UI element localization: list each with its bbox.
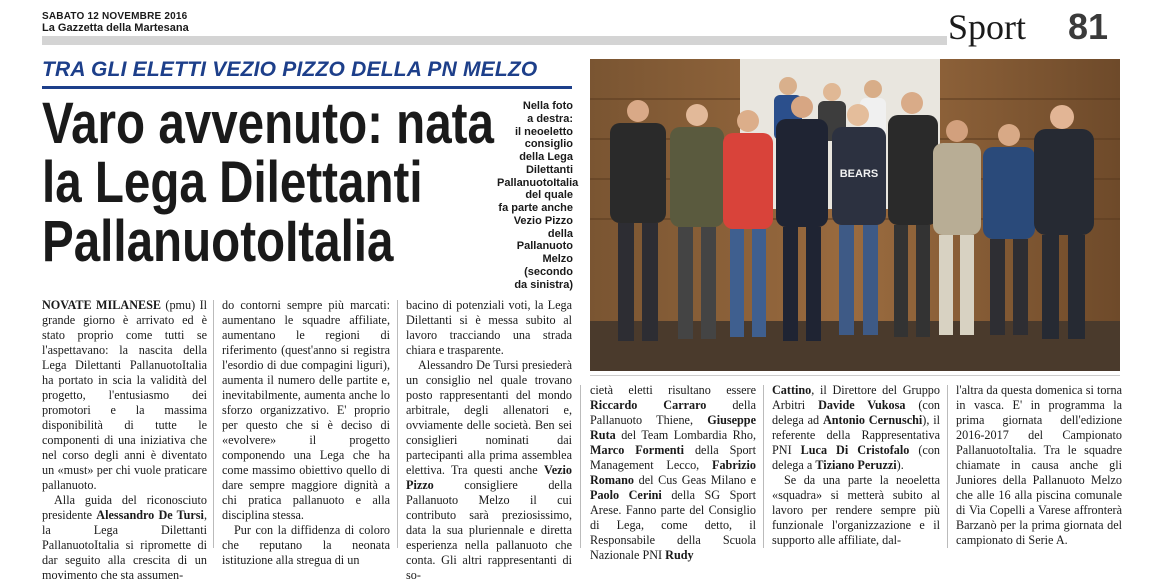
headline-line: Varo avvenuto: nata [42,91,494,156]
text: della Pallanuoto Thiene, [590,398,756,427]
photo-caption [497,100,579,291]
person-name: Antonio Cernuschi [822,413,923,427]
caption-line: PallanuotoItalia [497,176,579,189]
paragraph: Se da una parte la neoeletta «squadra» si metterà subito al lavoro per rendere sempre più funzionale l'organizzazione e il supporto alle affiliate, dal- [772,473,940,547]
caption-line: Melzo [542,253,573,265]
person-name: Luca Di Cristofalo [800,443,910,457]
page-number: 81 [1068,6,1109,47]
paragraph: bacino di potenziali voti, la Lega Dilettanti si è messa subito al lavoro tracciando una strada chiara e trasparente. [406,298,572,357]
text: del Cus Geas Milano e [638,473,757,487]
column-rule [580,385,581,548]
caption-line: il neoeletto [514,125,573,138]
group-photo-illustration [590,59,1120,371]
text: del Team Lombardia Rho, [621,428,756,442]
article-headline [42,91,494,275]
text: cietà eletti risultano essere [590,383,756,397]
paragraph: l'altra da questa domenica si torna in vasca. E' in programma la prima giornata dell'edizione 2016-2017 del Campionato PallanuotoItalia. Tra le squadre chiamate in causa anche gli Juniores della Pallanuoto Melzo che alle 16 alla piscina comunale di Via Copelli a Varese affronterà Barzanò per la prima giornata del campionato di Serie A. [956,383,1122,547]
text: , il Direttore del Gruppo Arbitri [772,383,940,412]
person-name: Marco Formenti [590,443,684,457]
caption-line: della Lega [519,151,573,163]
headline-line: PallanuotoItalia [42,209,394,275]
article-column-3 [406,298,572,582]
photo-bottom-rule [590,375,1120,376]
column-rule [947,385,948,548]
person-name: Davide Vukosa [818,398,906,412]
person-name: Giuseppe Ruta [590,413,756,442]
text: ), il referente della Rappresentativa PNI [772,413,940,457]
kicker-rule [42,86,572,89]
text: Alessandro De Tursi presiederà un consiglio nel quale trovano posto rappresentanti del mondo arbitrale, degli allenatori e, ovviamente delle società. Ben sei consiglieri nominati dai partecipanti alla prima assemblea elettiva. Tra questi anche [406,358,572,477]
caption-line: da sinistra) [514,278,573,291]
group-photo [590,59,1120,371]
article-column-2 [222,298,390,567]
person-name: Alessandro De Tursi [96,508,204,522]
person-name: Rudy [665,548,694,562]
person-name: Fabrizio Romano [590,458,757,487]
paragraph [42,493,207,583]
caption-line: a destra: [527,112,573,125]
caption-line: fa parte anche [498,202,573,214]
person-name: Vezio Pizzo [406,463,572,492]
newspaper-name: La Gazzetta della Martesana [42,22,189,34]
paragraph [772,383,940,473]
article-kicker: TRA GLI ELETTI VEZIO PIZZO DELLA PN MELZO [42,58,538,81]
paragraph: do contorni sempre più marcati: aumentano le squadre affiliate, aumentano le regioni di riferimento (quest'anno si registra l'esordio di due compagini liguri), aumenta il numero delle partite e, inevitabilmente, aumenta anche lo sforzo organizzativo. E' proprio per questo che si è deciso di «evolvere» il progetto componendo una Lega che ha come massimo obiettivo quello di dare sempre maggiore dignità a chi pratica pallanuoto e alla disciplina stessa. [222,298,390,522]
issue-date: SABATO 12 NOVEMBRE 2016 [42,11,188,22]
text: della SG Sport Arese. Fanno parte del Consiglio di Lega, come detto, il Responsabile della Scuola Nazionale PNI [590,488,756,562]
text: Alla guida del riconosciuto presidente [42,493,207,522]
text: (con delega a [772,443,941,472]
text: (con delega ad [772,398,941,427]
paragraph [42,298,207,493]
person-name: Tiziano Peruzzi [815,458,897,472]
person-name: Paolo Cerini [590,488,662,502]
person-name: Cattino [772,383,812,397]
column-rule [763,385,764,548]
person-name: Riccardo Carraro [590,398,707,412]
column-rule [397,300,398,548]
article-column-5 [772,383,940,550]
text: della Sport Management Lecco, [590,443,756,472]
caption-line: Nella foto [522,100,573,112]
text: , la Lega Dilettanti PallanuotoItalia si ripromette di dar seguito alla crescita di un movimento che sta assumen- [42,508,207,582]
text: consigliere della Pallanuoto Melzo il cui contributo sarà preziosissimo, data la sua pluriennale e diretta esperienza nella pallanuoto che conta. Gli altri rappresentanti di so- [406,478,572,582]
article-column-1 [42,298,208,582]
paragraph [406,358,572,583]
dateline: NOVATE MILANESE [42,298,162,312]
article-column-4 [590,383,757,562]
caption-line: Pallanuoto [516,240,573,253]
shirt-text: BEARS [839,168,879,180]
byline: (pmu) [165,298,196,312]
caption-line: del quale [525,189,573,202]
caption-line: consiglio [524,138,573,151]
caption-line: (secondo [524,265,573,278]
paragraph: Pur con la diffidenza di coloro che reputano la neonata istituzione alla stregua di un [222,523,390,567]
caption-line: della [547,227,573,240]
text: ). [896,458,904,472]
caption-line: Dilettanti [525,163,573,176]
column-rule [213,300,214,548]
headline-line: la Lega Dilettanti [42,150,423,216]
section-title: Sport [948,7,1027,47]
paragraph [590,383,756,563]
header-rule [42,36,947,45]
article-column-6 [956,383,1122,550]
caption-line: Vezio Pizzo [513,214,573,227]
text: Il grande giorno è arrivato ed è stato proprio come tutti se l'aspettavano: la nascita della Lega Dilettanti PallanuotoItalia ha portato in scia la validità del progetto, l'entusiasmo dei promotori e la massima disponibilità di tutte le componenti di una iniziativa che nel corso degli anni è diventato un «must» per chi vuole praticare pallanuoto. [42,298,208,492]
